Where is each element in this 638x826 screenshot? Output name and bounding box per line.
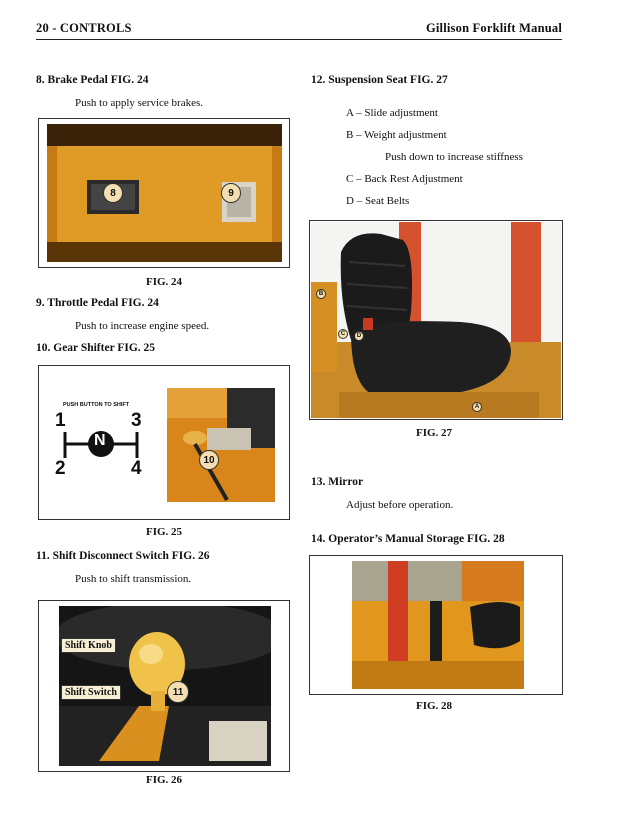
callout-9: 9 bbox=[221, 183, 241, 203]
shift-pattern-diagram bbox=[47, 396, 167, 506]
brake-pedal-heading: 8. Brake Pedal FIG. 24 bbox=[36, 74, 149, 86]
callout-c: C bbox=[338, 329, 348, 339]
manual-storage-photo bbox=[352, 561, 524, 689]
mirror-heading: 13. Mirror bbox=[311, 476, 364, 488]
figure-27-caption: FIG. 27 bbox=[416, 427, 453, 439]
pedals-photo bbox=[47, 124, 282, 262]
shift-switch-label: Shift Switch bbox=[61, 685, 121, 700]
callout-11: 11 bbox=[167, 681, 189, 703]
seat-item-b: B – Weight adjustment bbox=[346, 129, 447, 141]
figure-28-frame bbox=[309, 555, 563, 695]
figure-27-frame bbox=[309, 220, 563, 420]
seat-item-b-note: Push down to increase stiffness bbox=[385, 151, 523, 163]
manual-storage-heading: 14. Operator’s Manual Storage FIG. 28 bbox=[311, 533, 505, 545]
shift-disconnect-text: Push to shift transmission. bbox=[75, 573, 192, 585]
figure-25-caption: FIG. 25 bbox=[146, 526, 183, 538]
callout-a: A bbox=[472, 402, 482, 412]
gear-position-4: 4 bbox=[131, 458, 142, 479]
figure-24-frame bbox=[38, 118, 290, 268]
brake-pedal-text: Push to apply service brakes. bbox=[75, 97, 203, 109]
gear-position-n: N bbox=[94, 432, 106, 449]
throttle-pedal-text: Push to increase engine speed. bbox=[75, 320, 210, 332]
suspension-seat-heading: 12. Suspension Seat FIG. 27 bbox=[311, 74, 448, 86]
shift-knob-label: Shift Knob bbox=[61, 638, 116, 653]
figure-28-caption: FIG. 28 bbox=[416, 700, 453, 712]
gear-shifter-heading: 10. Gear Shifter FIG. 25 bbox=[36, 342, 156, 354]
gear-position-3: 3 bbox=[131, 410, 142, 431]
figure-25-frame bbox=[38, 365, 290, 520]
gear-shifter-photo bbox=[167, 388, 275, 502]
gear-position-2: 2 bbox=[55, 458, 66, 479]
callout-8: 8 bbox=[103, 183, 123, 203]
figure-24-caption: FIG. 24 bbox=[146, 276, 183, 288]
seat-item-a: A – Slide adjustment bbox=[346, 107, 438, 119]
seat-photo bbox=[311, 222, 561, 418]
shift-disconnect-heading: 11. Shift Disconnect Switch FIG. 26 bbox=[36, 550, 210, 562]
callout-d: D bbox=[354, 331, 364, 341]
throttle-pedal-heading: 9. Throttle Pedal FIG. 24 bbox=[36, 297, 159, 309]
figure-26-frame bbox=[38, 600, 290, 772]
header-rule bbox=[36, 39, 562, 40]
callout-10: 10 bbox=[199, 450, 219, 470]
mirror-text: Adjust before operation. bbox=[346, 499, 454, 511]
push-button-label: PUSH BUTTON TO SHIFT bbox=[63, 402, 130, 408]
figure-26-caption: FIG. 26 bbox=[146, 774, 183, 786]
gear-position-1: 1 bbox=[55, 410, 66, 431]
seat-item-c: C – Back Rest Adjustment bbox=[346, 173, 463, 185]
seat-item-d: D – Seat Belts bbox=[346, 195, 410, 207]
page-section-header: 20 - CONTROLS bbox=[36, 21, 132, 35]
callout-b: B bbox=[316, 289, 326, 299]
manual-title: Gillison Forklift Manual bbox=[425, 21, 562, 35]
